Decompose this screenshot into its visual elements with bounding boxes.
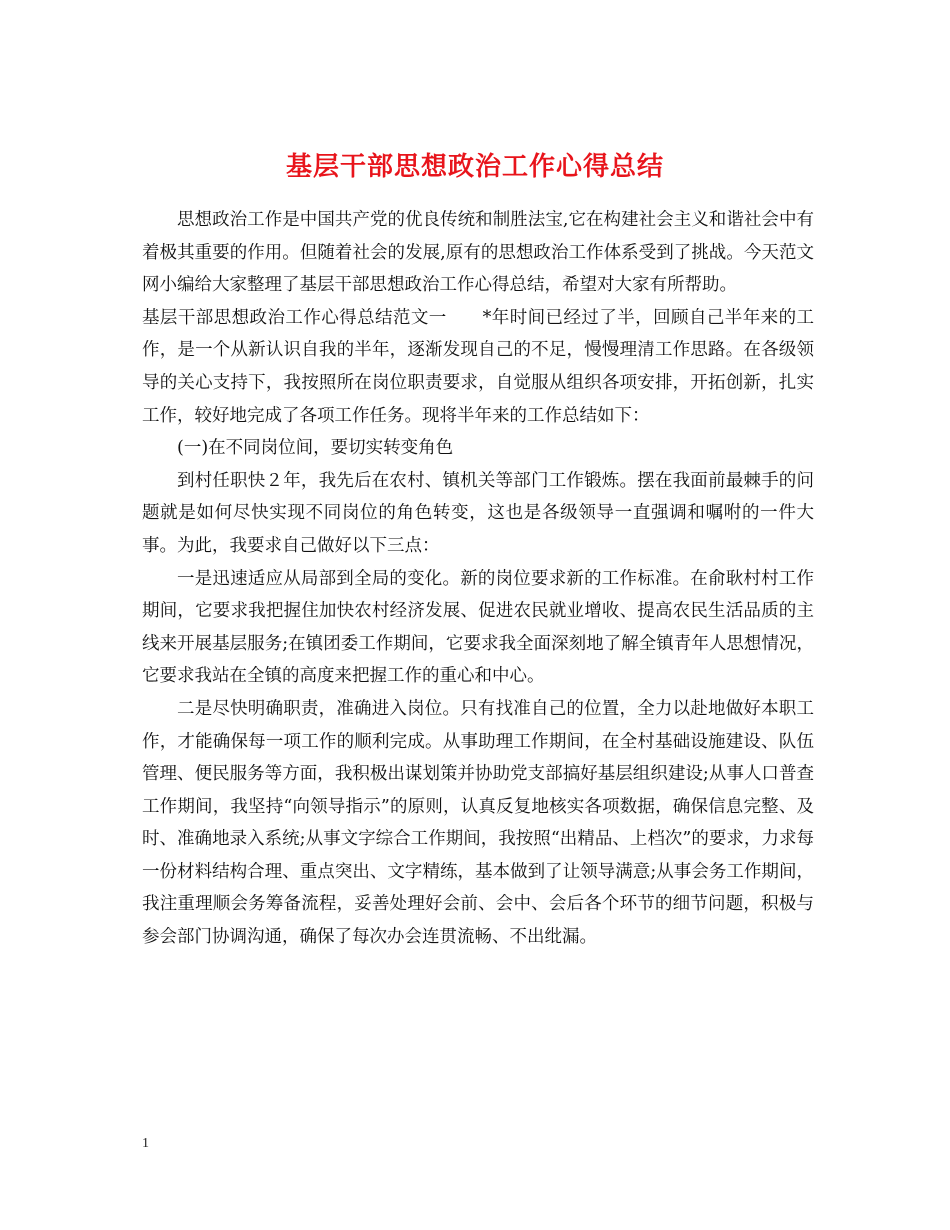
intro-paragraph: 思想政治工作是中国共产党的优良传统和制胜法宝,它在构建社会主义和谐社会中有着极其重要的作用。但随着社会的发展,原有的思想政治工作体系受到了挑战。今天范文网小编给大家整理了基层干部思想政治工作心得总结，希望对大家有所帮助。 <box>142 210 814 296</box>
section-heading: (一)在不同岗位间，要切实转变角色 <box>177 438 454 459</box>
page-number: 1 <box>142 1136 149 1151</box>
document-title: 基层干部思想政治工作心得总结 <box>285 152 664 183</box>
role-change-paragraph: 到村任职快２年，我先后在农村、镇机关等部门工作锻炼。摆在我面前最棘手的问题就是如何尽快实现不同岗位的角色转变，这也是各级领导一直强调和嘱咐的一件大事。为此，我要求自己做好以下三点： <box>142 470 814 556</box>
point-one-paragraph: 一是迅速适应从局部到全局的变化。新的岗位要求新的工作标准。在俞耿村村工作期间，它要求我把握住加快农村经济发展、促进农民就业增收、提高农民生活品质的主线来开展基层服务;在镇团委工作期间，它要求我全面深刻地了解全镇青年人思想情况，它要求我站在全镇的高度来把握工作的重心和中心。 <box>142 568 814 687</box>
sample-one-paragraph: 基层干部思想政治工作心得总结范文一 *年时间已经过了半，回顾自己半年来的工作，是一个从新认识自我的半年，逐渐发现自己的不足，慢慢理清工作思路。在各级领导的关心支持下，我按照所在岗位职责要求，自觉服从组织各项安排，开拓创新，扎实工作，较好地完成了各项工作任务。现将半年来的工作总结如下： <box>142 307 814 426</box>
point-two-paragraph: 二是尽快明确职责，准确进入岗位。只有找准自己的位置，全力以赴地做好本职工作，才能确保每一项工作的顺利完成。从事助理工作期间，在全村基础设施建设、队伍管理、便民服务等方面，我积极出谋划策并协助党支部搞好基层组织建设;从事人口普查工作期间，我坚持“向领导指示”的原则，认真反复地核实各项数据，确保信息完整、及时、准确地录入系统;从事文字综合工作期间，我按照“出精品、上档次”的要求，力求每一份材料结构合理、重点突出、文字精练，基本做到了让领导满意;从事会务工作期间，我注重理顺会务筹备流程，妥善处理好会前、会中、会后各个环节的细节问题，积极与参会部门协调沟通，确保了每次办会连贯流畅、不出纰漏。 <box>142 698 814 948</box>
document-body <box>142 204 814 954</box>
